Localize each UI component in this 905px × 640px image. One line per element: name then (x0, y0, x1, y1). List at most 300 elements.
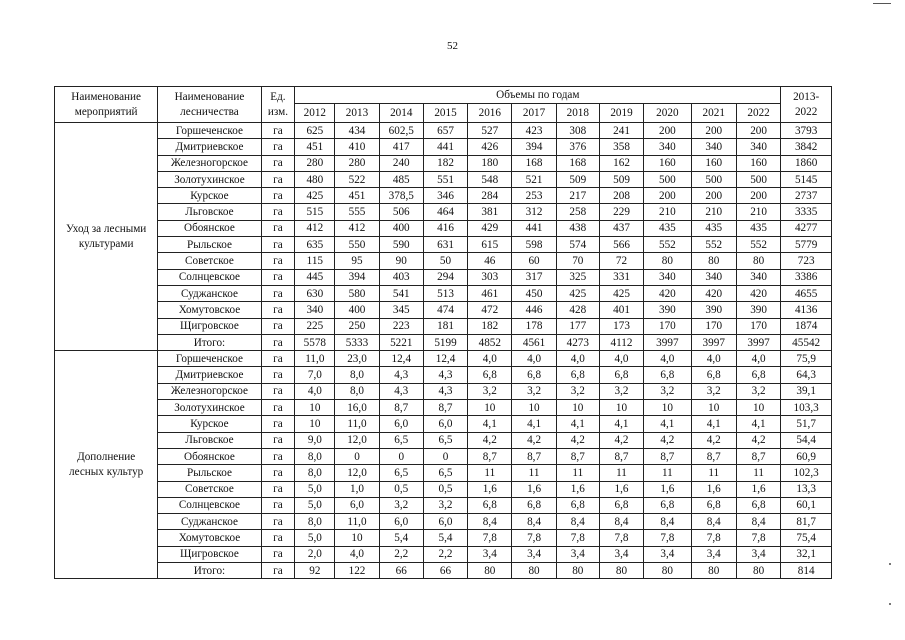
value-cell: 3,2 (468, 383, 512, 399)
header-year: 2012 (295, 104, 335, 123)
unit-cell: га (261, 220, 295, 236)
value-cell: 340 (691, 269, 736, 285)
value-cell: 66 (379, 563, 423, 579)
forestry-cell: Солнцевское (158, 497, 261, 513)
total-cell: 814 (781, 563, 832, 579)
table-row (55, 563, 832, 579)
value-cell: 527 (468, 123, 512, 139)
header-year: 2018 (556, 104, 599, 123)
value-cell: 4852 (468, 334, 512, 350)
value-cell: 1,6 (512, 481, 556, 497)
value-cell: 425 (599, 285, 643, 301)
scan-edge-dot (889, 603, 891, 605)
value-cell: 3,2 (512, 383, 556, 399)
value-cell: 10 (468, 400, 512, 416)
total-cell: 39,1 (781, 383, 832, 399)
value-cell: 6,5 (379, 432, 423, 448)
value-cell: 200 (736, 123, 780, 139)
value-cell: 80 (556, 563, 599, 579)
value-cell: 182 (468, 318, 512, 334)
page-number: 52 (447, 40, 458, 52)
value-cell: 435 (736, 220, 780, 236)
activity-line: лесных культур (69, 465, 144, 478)
value-cell: 420 (691, 285, 736, 301)
value-cell: 210 (644, 204, 691, 220)
value-cell: 4,1 (736, 416, 780, 432)
value-cell: 7,8 (468, 530, 512, 546)
value-cell: 7,8 (691, 530, 736, 546)
value-cell: 90 (379, 253, 423, 269)
value-cell: 200 (644, 123, 691, 139)
table-row (55, 465, 832, 481)
value-cell: 1,6 (691, 481, 736, 497)
value-cell: 580 (335, 285, 379, 301)
value-cell: 635 (295, 237, 335, 253)
value-cell: 3,4 (556, 546, 599, 562)
value-cell: 3997 (691, 334, 736, 350)
total-cell: 51,7 (781, 416, 832, 432)
value-cell: 3,2 (736, 383, 780, 399)
value-cell: 6,5 (423, 432, 467, 448)
value-cell: 4,0 (295, 383, 335, 399)
value-cell: 552 (691, 237, 736, 253)
value-cell: 451 (335, 188, 379, 204)
value-cell: 240 (379, 155, 423, 171)
table-row (55, 351, 832, 367)
value-cell: 6,0 (335, 497, 379, 513)
value-cell: 472 (468, 302, 512, 318)
unit-cell: га (261, 383, 295, 399)
value-cell: 552 (736, 237, 780, 253)
total-cell: 3335 (781, 204, 832, 220)
value-cell: 11 (512, 465, 556, 481)
value-cell: 16,0 (335, 400, 379, 416)
value-cell: 317 (512, 269, 556, 285)
value-cell: 3,2 (599, 383, 643, 399)
value-cell: 4,0 (736, 351, 780, 367)
header-total-line-1: 2013- (793, 90, 820, 103)
value-cell: 2,2 (423, 546, 467, 562)
total-cell: 81,7 (781, 514, 832, 530)
table-row (55, 383, 832, 399)
value-cell: 12,4 (423, 351, 467, 367)
value-cell: 394 (335, 269, 379, 285)
value-cell: 3997 (644, 334, 691, 350)
value-cell: 6,5 (379, 465, 423, 481)
value-cell: 2,0 (295, 546, 335, 562)
value-cell: 400 (335, 302, 379, 318)
unit-cell: га (261, 171, 295, 187)
value-cell: 566 (599, 237, 643, 253)
value-cell: 2,2 (379, 546, 423, 562)
value-cell: 394 (512, 139, 556, 155)
scan-corner-mark (873, 3, 891, 4)
value-cell: 1,6 (599, 481, 643, 497)
value-cell: 60 (512, 253, 556, 269)
value-cell: 435 (691, 220, 736, 236)
total-cell: 64,3 (781, 367, 832, 383)
unit-cell: га (261, 237, 295, 253)
value-cell: 8,4 (468, 514, 512, 530)
value-cell: 4,2 (599, 432, 643, 448)
total-cell: 4277 (781, 220, 832, 236)
value-cell: 177 (556, 318, 599, 334)
forestry-cell: Советское (158, 253, 261, 269)
value-cell: 8,4 (644, 514, 691, 530)
value-cell: 0,5 (379, 481, 423, 497)
value-cell: 6,0 (423, 514, 467, 530)
table-row (55, 204, 832, 220)
value-cell: 7,8 (644, 530, 691, 546)
value-cell: 180 (468, 155, 512, 171)
value-cell: 509 (556, 171, 599, 187)
unit-cell: га (261, 155, 295, 171)
value-cell: 4,1 (512, 416, 556, 432)
value-cell: 6,8 (691, 367, 736, 383)
value-cell: 6,8 (691, 497, 736, 513)
total-cell: 13,3 (781, 481, 832, 497)
value-cell: 4561 (512, 334, 556, 350)
value-cell: 602,5 (379, 123, 423, 139)
value-cell: 4,0 (599, 351, 643, 367)
total-cell: 103,3 (781, 400, 832, 416)
value-cell: 11,0 (335, 514, 379, 530)
total-cell: 4136 (781, 302, 832, 318)
value-cell: 480 (295, 171, 335, 187)
forestry-cell: Льговское (158, 204, 261, 220)
value-cell: 3,4 (644, 546, 691, 562)
forestry-cell: Курское (158, 188, 261, 204)
value-cell: 312 (512, 204, 556, 220)
forestry-cell: Итого: (158, 334, 261, 350)
value-cell: 225 (295, 318, 335, 334)
value-cell: 0 (335, 448, 379, 464)
value-cell: 10 (556, 400, 599, 416)
header-forestry (158, 87, 261, 123)
value-cell: 340 (736, 269, 780, 285)
value-cell: 4,1 (468, 416, 512, 432)
value-cell: 376 (556, 139, 599, 155)
value-cell: 390 (644, 302, 691, 318)
value-cell: 4,1 (644, 416, 691, 432)
value-cell: 4,3 (379, 383, 423, 399)
value-cell: 168 (512, 155, 556, 171)
value-cell: 3,4 (468, 546, 512, 562)
value-cell: 4,0 (335, 546, 379, 562)
header-forestry-line-2: лесничества (180, 105, 239, 118)
value-cell: 5,0 (295, 530, 335, 546)
activity-line: Дополнение (77, 450, 136, 463)
value-cell: 223 (379, 318, 423, 334)
forestry-cell: Солнцевское (158, 269, 261, 285)
value-cell: 1,6 (468, 481, 512, 497)
forestry-cell: Дмитриевское (158, 139, 261, 155)
value-cell: 381 (468, 204, 512, 220)
total-cell: 3842 (781, 139, 832, 155)
unit-cell: га (261, 139, 295, 155)
value-cell: 550 (335, 237, 379, 253)
value-cell: 403 (379, 269, 423, 285)
total-cell: 1874 (781, 318, 832, 334)
value-cell: 80 (736, 563, 780, 579)
value-cell: 3,4 (691, 546, 736, 562)
total-cell: 75,9 (781, 351, 832, 367)
table-row (55, 448, 832, 464)
value-cell: 400 (379, 220, 423, 236)
forestry-cell: Итого: (158, 563, 261, 579)
unit-cell: га (261, 367, 295, 383)
unit-cell: га (261, 188, 295, 204)
total-cell: 32,1 (781, 546, 832, 562)
value-cell: 6,8 (556, 497, 599, 513)
value-cell: 50 (423, 253, 467, 269)
value-cell: 6,5 (423, 465, 467, 481)
unit-cell: га (261, 465, 295, 481)
value-cell: 8,7 (379, 400, 423, 416)
value-cell: 80 (599, 563, 643, 579)
value-cell: 200 (736, 188, 780, 204)
value-cell: 8,0 (295, 465, 335, 481)
value-cell: 340 (736, 139, 780, 155)
value-cell: 8,7 (468, 448, 512, 464)
forestry-cell: Курское (158, 416, 261, 432)
value-cell: 6,8 (736, 367, 780, 383)
value-cell: 12,0 (335, 465, 379, 481)
value-cell: 229 (599, 204, 643, 220)
value-cell: 8,7 (423, 400, 467, 416)
value-cell: 6,8 (599, 497, 643, 513)
value-cell: 346 (423, 188, 467, 204)
table-row (55, 188, 832, 204)
value-cell: 6,0 (379, 514, 423, 530)
value-cell: 253 (512, 188, 556, 204)
value-cell: 420 (644, 285, 691, 301)
value-cell: 3997 (736, 334, 780, 350)
value-cell: 12,4 (379, 351, 423, 367)
table-row (55, 530, 832, 546)
unit-cell: га (261, 448, 295, 464)
value-cell: 451 (295, 139, 335, 155)
table-row (55, 302, 832, 318)
value-cell: 8,4 (691, 514, 736, 530)
value-cell: 378,5 (379, 188, 423, 204)
value-cell: 417 (379, 139, 423, 155)
total-cell: 1860 (781, 155, 832, 171)
table-row (55, 155, 832, 171)
value-cell: 115 (295, 253, 335, 269)
forestry-cell: Дмитриевское (158, 367, 261, 383)
value-cell: 122 (335, 563, 379, 579)
total-cell: 5779 (781, 237, 832, 253)
header-forestry-line-1: Наименование (174, 90, 245, 103)
value-cell: 522 (335, 171, 379, 187)
value-cell: 208 (599, 188, 643, 204)
unit-cell: га (261, 530, 295, 546)
value-cell: 170 (644, 318, 691, 334)
value-cell: 7,8 (556, 530, 599, 546)
value-cell: 0,5 (423, 481, 467, 497)
value-cell: 72 (599, 253, 643, 269)
value-cell: 5,0 (295, 497, 335, 513)
value-cell: 555 (335, 204, 379, 220)
value-cell: 95 (335, 253, 379, 269)
value-cell: 173 (599, 318, 643, 334)
header-year: 2015 (423, 104, 467, 123)
forestry-cell: Горшеченское (158, 123, 261, 139)
value-cell: 10 (295, 416, 335, 432)
value-cell: 450 (512, 285, 556, 301)
value-cell: 6,0 (379, 416, 423, 432)
header-year: 2020 (644, 104, 691, 123)
unit-cell: га (261, 351, 295, 367)
value-cell: 521 (512, 171, 556, 187)
value-cell: 437 (599, 220, 643, 236)
value-cell: 217 (556, 188, 599, 204)
forestry-cell: Обоянское (158, 448, 261, 464)
value-cell: 4,3 (423, 383, 467, 399)
value-cell: 515 (295, 204, 335, 220)
value-cell: 5578 (295, 334, 335, 350)
unit-cell: га (261, 481, 295, 497)
value-cell: 390 (736, 302, 780, 318)
unit-cell: га (261, 514, 295, 530)
value-cell: 7,8 (599, 530, 643, 546)
value-cell: 8,4 (512, 514, 556, 530)
value-cell: 11 (599, 465, 643, 481)
value-cell: 258 (556, 204, 599, 220)
value-cell: 8,4 (599, 514, 643, 530)
forestry-cell: Золотухинское (158, 400, 261, 416)
forestry-cell: Обоянское (158, 220, 261, 236)
value-cell: 70 (556, 253, 599, 269)
table-row (55, 237, 832, 253)
value-cell: 6,8 (468, 367, 512, 383)
value-cell: 464 (423, 204, 467, 220)
forestry-cell: Горшеченское (158, 351, 261, 367)
value-cell: 401 (599, 302, 643, 318)
value-cell: 345 (379, 302, 423, 318)
scan-edge-dot (889, 563, 891, 565)
value-cell: 574 (556, 237, 599, 253)
value-cell: 541 (379, 285, 423, 301)
value-cell: 1,6 (556, 481, 599, 497)
value-cell: 3,2 (556, 383, 599, 399)
header-year: 2016 (468, 104, 512, 123)
value-cell: 4,2 (691, 432, 736, 448)
total-cell: 102,3 (781, 465, 832, 481)
activity-cell (55, 123, 158, 351)
value-cell: 4,1 (599, 416, 643, 432)
value-cell: 446 (512, 302, 556, 318)
value-cell: 8,0 (335, 367, 379, 383)
total-cell: 45542 (781, 334, 832, 350)
activity-line: культурами (78, 237, 134, 250)
value-cell: 160 (691, 155, 736, 171)
value-cell: 8,7 (556, 448, 599, 464)
forestry-cell: Золотухинское (158, 171, 261, 187)
value-cell: 7,8 (512, 530, 556, 546)
forestry-cell: Суджанское (158, 514, 261, 530)
value-cell: 241 (599, 123, 643, 139)
value-cell: 4,2 (512, 432, 556, 448)
value-cell: 6,8 (512, 367, 556, 383)
value-cell: 7,0 (295, 367, 335, 383)
value-cell: 412 (335, 220, 379, 236)
value-cell: 9,0 (295, 432, 335, 448)
value-cell: 10 (691, 400, 736, 416)
value-cell: 250 (335, 318, 379, 334)
value-cell: 4273 (556, 334, 599, 350)
value-cell: 4,2 (468, 432, 512, 448)
value-cell: 80 (691, 563, 736, 579)
value-cell: 11 (691, 465, 736, 481)
value-cell: 0 (379, 448, 423, 464)
value-cell: 434 (335, 123, 379, 139)
value-cell: 8,7 (599, 448, 643, 464)
value-cell: 6,8 (512, 497, 556, 513)
value-cell: 284 (468, 188, 512, 204)
value-cell: 210 (736, 204, 780, 220)
total-cell: 60,1 (781, 497, 832, 513)
value-cell: 10 (599, 400, 643, 416)
value-cell: 8,7 (691, 448, 736, 464)
table-row (55, 139, 832, 155)
value-cell: 4,0 (468, 351, 512, 367)
total-cell: 3386 (781, 269, 832, 285)
activity-cell (55, 351, 158, 579)
unit-cell: га (261, 318, 295, 334)
table-row (55, 334, 832, 350)
unit-cell: га (261, 285, 295, 301)
value-cell: 410 (335, 139, 379, 155)
value-cell: 3,4 (736, 546, 780, 562)
table-row (55, 400, 832, 416)
total-cell: 723 (781, 253, 832, 269)
table-row (55, 220, 832, 236)
value-cell: 178 (512, 318, 556, 334)
value-cell: 170 (736, 318, 780, 334)
value-cell: 4,3 (423, 367, 467, 383)
table-row (55, 285, 832, 301)
value-cell: 1,0 (335, 481, 379, 497)
value-cell: 3,4 (599, 546, 643, 562)
header-year: 2013 (335, 104, 379, 123)
unit-cell: га (261, 546, 295, 562)
value-cell: 11 (556, 465, 599, 481)
table-row (55, 367, 832, 383)
value-cell: 200 (644, 188, 691, 204)
value-cell: 416 (423, 220, 467, 236)
value-cell: 8,7 (644, 448, 691, 464)
table-row (55, 514, 832, 530)
value-cell: 1,6 (736, 481, 780, 497)
value-cell: 3,2 (379, 497, 423, 513)
value-cell: 80 (644, 253, 691, 269)
header-total (781, 87, 832, 123)
value-cell: 3,4 (512, 546, 556, 562)
value-cell: 552 (644, 237, 691, 253)
header-year: 2017 (512, 104, 556, 123)
value-cell: 630 (295, 285, 335, 301)
header-year: 2014 (379, 104, 423, 123)
value-cell: 590 (379, 237, 423, 253)
table-body (55, 123, 832, 579)
forestry-cell: Железногорское (158, 155, 261, 171)
value-cell: 429 (468, 220, 512, 236)
forestry-cell: Льговское (158, 432, 261, 448)
value-cell: 412 (295, 220, 335, 236)
value-cell: 181 (423, 318, 467, 334)
